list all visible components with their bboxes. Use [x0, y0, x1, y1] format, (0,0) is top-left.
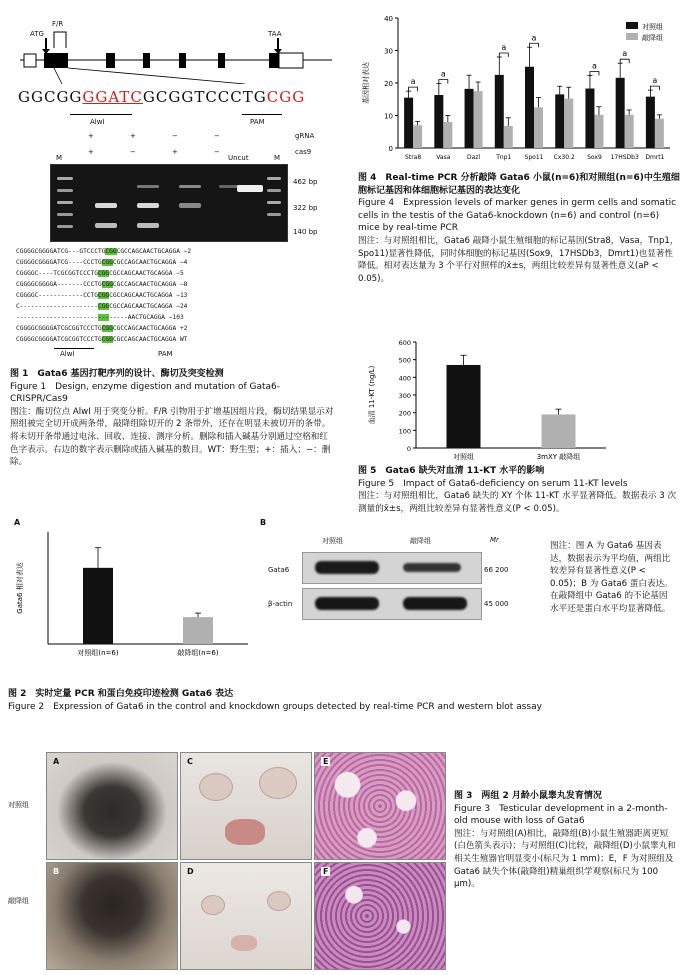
y-tick-label: 100 [398, 427, 411, 436]
alignment-row [16, 336, 187, 343]
gel-grna-sign: − [172, 132, 178, 140]
photo-d-testis-knockdown [180, 862, 312, 970]
photo-f-label: F [323, 867, 329, 876]
alignment-segment: CGCCAGCAACTGCAGGA [109, 292, 173, 299]
alignment-segment: --- [97, 314, 110, 321]
alignment-count: −4 [176, 259, 188, 266]
y-tick-label: 20 [384, 80, 393, 88]
sig-bracket [409, 87, 418, 91]
bar-knockdown [655, 119, 664, 148]
gel-grna-sign: + [88, 132, 94, 140]
photo-b-mouse-knockdown [46, 862, 178, 970]
gel-size-140: 140 bp [293, 228, 318, 236]
fig5-note: 图注：与对照组相比，Gata6 缺失的 XY 个体 11-KT 水平显著降低。数据表示 3 次测量的x̄±s，两组比较差异有显著性意义(P < 0.05)。 [358, 491, 677, 514]
gel-row-cas9-label: cas9 [295, 148, 312, 156]
x-tick-label: 17HSDb3 [610, 154, 639, 161]
y-tick-label: 500 [398, 356, 411, 365]
gel-size-462: 462 bp [293, 178, 318, 186]
fig3-row-control: 对照组 [8, 801, 29, 809]
fig1-title-cn: 图 1 Gata6 基因打靶序列的设计、酶切及突变检测 [10, 369, 224, 379]
x-tick-label: 敲降组(n=6) [177, 649, 219, 657]
zoom-line-right [68, 68, 245, 84]
photo-c-testis-control [180, 752, 312, 860]
legend-label: 敲降组 [642, 34, 663, 42]
target-sequence [18, 88, 305, 106]
sig-label: a [410, 77, 416, 87]
gel-cas9-sign: − [130, 148, 136, 156]
bar-knockdown [625, 115, 634, 148]
seq-underline-left [70, 114, 132, 115]
bar [183, 617, 213, 644]
gel-size-322: 322 bp [293, 204, 318, 212]
exon-3 [143, 53, 150, 68]
gel-cas9-signs [88, 148, 228, 160]
photo-e-histology-control [314, 752, 446, 860]
photo-c-label: C [187, 757, 193, 766]
wb-col-knockdown: 敲降组 [410, 537, 431, 545]
alignment-segment: TCGCGGTCCCTG [53, 270, 98, 277]
y-tick-label: 600 [398, 339, 411, 347]
bar-control [525, 67, 534, 148]
bar [83, 568, 113, 644]
align-alwi-underline [54, 348, 94, 349]
alignment-segment: CGCCAGCAACTGCAGGA [109, 303, 173, 310]
alignment-segment: CGG [101, 259, 113, 266]
x-tick-label: Dmrt1 [645, 154, 665, 161]
seq-alwi-site: GGATC [82, 88, 143, 106]
y-axis-label: 血清 11-KT (ng/L) [368, 365, 376, 425]
wb-mr-66200: 66 200 [484, 566, 509, 574]
x-tick-label: Spo11 [524, 154, 544, 161]
gel-cas9-sign: + [172, 148, 178, 156]
alignment-segment: CGGGGC------------ [16, 292, 84, 299]
alignment-segment: CGGGGC---- [16, 270, 54, 277]
bar [542, 414, 576, 448]
gel-grna-sign: + [130, 132, 136, 140]
fig5-title-en: Figure 5 Impact of Gata6-deficiency on serum 11-KT levels [358, 478, 628, 489]
alignment-segment: CGG [105, 248, 117, 255]
y-tick-label: 200 [398, 409, 411, 418]
alignment-row [16, 248, 191, 255]
bar-knockdown [413, 125, 422, 148]
alignment-row [16, 314, 184, 321]
wb-mr: Mr [490, 536, 499, 544]
alignment-row [16, 325, 187, 332]
x-tick-label: 3mXY 敲降组 [536, 453, 581, 461]
bar-knockdown [474, 91, 483, 148]
zoom-line-left [54, 68, 62, 84]
alignment-segment: CCCTG [83, 281, 102, 288]
wb-row-gata6: Gata6 [268, 566, 290, 574]
y-tick-label: 0 [406, 445, 411, 453]
fig3-caption [454, 790, 678, 891]
exon-5 [218, 53, 225, 68]
exon-1 [44, 53, 68, 68]
fig4-title-en: Figure 4 Expression levels of marker genes in germ cells and somatic cells in the testis of the Gata6-knockdown (n=6) and control (n=6) mice by real-time PCR [358, 198, 677, 234]
gel-lane-uncut: Uncut [228, 154, 249, 162]
fig5-title-cn: 图 5 Gata6 缺失对血清 11-KT 水平的影响 [358, 466, 545, 476]
western-blot [262, 530, 532, 658]
alignment-count: WT [176, 336, 188, 343]
bar-knockdown [594, 115, 603, 148]
fig2-panel-b-label: B [260, 518, 267, 527]
exon-2 [106, 53, 115, 68]
bar-knockdown [564, 99, 573, 148]
bar [447, 365, 481, 448]
y-axis-label: Gata6 相对表达 [16, 562, 24, 614]
seq-prefix: GGCGG [18, 88, 83, 106]
alignment-segment: CGG [97, 292, 110, 299]
sig-label: a [501, 43, 507, 52]
sig-bracket [590, 72, 599, 76]
seq-pam: CGG [266, 88, 306, 106]
seq-pam-label: PAM [250, 118, 265, 126]
fig2-chart [8, 520, 258, 662]
alignment-count: −5 [172, 270, 184, 277]
bar-control [646, 97, 655, 148]
y-tick-label: 400 [398, 374, 411, 383]
alignment-segment: CGGGGCGGGGA------- [16, 281, 84, 288]
legend-swatch [626, 33, 638, 40]
x-tick-label: Cx30.2 [553, 154, 575, 161]
fig3-row-knockdown: 敲降组 [8, 897, 29, 905]
alignment-row [16, 270, 184, 277]
alignment-segment: CCTG [83, 292, 98, 299]
alignment-segment: CGCCAGCAACTGCAGGA [112, 281, 177, 288]
alignment-segment: -----AACTGCAGGA [109, 314, 166, 321]
x-tick-label: Tnp1 [496, 154, 512, 161]
alignment-segment: CGGGGCGGGGATCGCGGTCCCTG [16, 325, 102, 332]
exon-utr-left [24, 54, 36, 67]
alignment-count: −2 [179, 248, 192, 255]
x-tick-label: Vasa [436, 154, 451, 161]
sig-label: a [591, 61, 597, 71]
alignment-row [16, 281, 187, 288]
alignment-segment: CGG [97, 303, 110, 310]
y-tick-label: 10 [384, 112, 393, 121]
fig2-panel-a-label: A [14, 518, 21, 527]
photo-f-histology-knockdown [314, 862, 446, 970]
sig-label: a [531, 33, 537, 43]
gel-cas9-sign: − [214, 148, 220, 156]
photo-d-label: D [187, 867, 194, 876]
alignment-segment: CGGGGCGGGGATCG--- [16, 248, 80, 255]
sig-bracket [530, 43, 539, 47]
wb-blot-gata6 [302, 552, 482, 584]
legend-label: 对照组 [642, 23, 663, 31]
sig-bracket [620, 59, 629, 63]
x-tick-label: Dazl [466, 154, 481, 161]
gel-image [50, 164, 288, 242]
wb-col-control: 对照组 [322, 537, 343, 545]
wb-blot-actin [302, 588, 482, 620]
alignment-segment: CGG [101, 336, 113, 343]
fig4-caption [358, 172, 680, 285]
sig-bracket [650, 86, 659, 90]
x-tick-label: Stra8 [405, 154, 422, 161]
alignment-segment: CGCCAGCAACTGCAGGA [112, 336, 177, 343]
photo-e-label: E [323, 757, 329, 766]
fig1-caption [10, 368, 336, 469]
align-pam-label: PAM [158, 350, 173, 358]
gel-grna-sign: − [214, 132, 220, 140]
sig-label: a [622, 49, 628, 59]
alignment-row [16, 292, 187, 299]
photo-b-label: B [53, 867, 60, 876]
figure-1 [10, 8, 338, 478]
bar-knockdown [504, 126, 513, 148]
fig2-side-note: 图注：图 A 为 Gata6 基因表达，数据表示为平均值，两组比较差异有显著性意义(P < 0.05)；B 为 Gata6 蛋白表达。在敲降组中 Gata6 的不论基因水平还是蛋白水平均显著降低。 [550, 541, 673, 614]
fig3-note: 图注：与对照组(A)相比，敲降组(B)小鼠生殖器距离更短(白色箭头表示)；与对照组(C)比较，敲降组(D)小鼠睾丸和相关生殖器官明显变小(标尺为 1 mm)；E，F 为对照组及 Gata6 缺失个体(敲降组)精巢组织学观察(标尺为 100 μm)。 [454, 828, 676, 890]
bar-control [434, 95, 443, 148]
fig5-caption [358, 465, 680, 515]
x-tick-label: 对照组 [453, 453, 474, 461]
fig3-title-cn: 图 3 两组 2 月龄小鼠睾丸发育情况 [454, 791, 602, 801]
fig4-title-cn: 图 4 Real-time PCR 分析敲降 Gata6 小鼠(n=6)和对照组(n=6)中生殖细胞标记基因和体细胞标记基因的表达变化 [358, 173, 680, 196]
alignment-count: −8 [176, 281, 188, 288]
alignment-segment: CGGGGCGGGGATCG--- [16, 259, 80, 266]
alignment-segment: CGCCAGCAACTGCAGGA [116, 248, 180, 255]
fig5-chart [358, 336, 618, 464]
sig-label: a [440, 69, 446, 79]
sequence-alignment [16, 248, 332, 348]
fr-label: F/R [52, 20, 64, 28]
seq-underline-right [242, 114, 282, 115]
bar-control [585, 89, 594, 148]
fig4-chart [358, 8, 680, 170]
bar-control [465, 89, 474, 148]
bar-control [555, 94, 564, 148]
y-axis-label: 基因相对表达 [362, 62, 370, 104]
fr-bracket [54, 32, 66, 48]
align-alwi-label: AlwI [60, 350, 75, 358]
sig-label: a [652, 76, 658, 86]
bar-knockdown [443, 122, 452, 148]
fig2-caption [8, 688, 678, 713]
alignment-segment: CGCCAGCAACTGCAGGA [109, 270, 173, 277]
atg-label: ATG [30, 30, 44, 38]
sig-bracket [439, 80, 448, 84]
seq-middle: GCGGTCCCTG [142, 88, 267, 106]
bar-control [616, 78, 625, 148]
gel-grna-signs [88, 132, 228, 144]
alignment-segment: GTCCCTG [79, 248, 106, 255]
alignment-count: −103 [165, 314, 184, 321]
wb-mr-45000: 45 000 [484, 600, 509, 608]
y-tick-label: 300 [398, 392, 411, 400]
y-tick-label: 30 [384, 47, 393, 56]
fig2-title-cn: 图 2 实时定量 PCR 和蛋白免疫印迹检测 Gata6 表达 [8, 689, 234, 699]
legend-swatch [626, 22, 638, 29]
alignment-segment: ---------------------- [16, 314, 98, 321]
exon-6 [269, 53, 279, 68]
photo-a-label: A [53, 757, 60, 766]
y-tick-label: 0 [388, 145, 393, 153]
alignment-count: −13 [172, 292, 188, 299]
alignment-segment: CGG [97, 270, 110, 277]
alignment-segment: CGCCAGCAACTGCAGGA [112, 259, 177, 266]
bar-knockdown [534, 107, 543, 148]
y-tick-label: 40 [384, 15, 393, 23]
alignment-count: −24 [172, 303, 188, 310]
alignment-segment: -CCCTG [79, 259, 102, 266]
alignment-segment: CGG [101, 281, 113, 288]
alignment-segment: CGGGGCGGGGATCGCGGTCCCTG [16, 336, 102, 343]
alignment-count: +2 [176, 325, 188, 332]
taa-label: TAA [268, 30, 282, 38]
x-tick-label: 对照组(n=6) [77, 649, 119, 657]
gel-row-grna-label: gRNA [295, 132, 315, 140]
gel-lane-m-left: M [56, 154, 63, 162]
photo-a-mouse-control [46, 752, 178, 860]
gel-cas9-sign: + [88, 148, 94, 156]
sig-bracket [499, 53, 508, 57]
bar-control [404, 98, 413, 148]
exon-4 [179, 53, 186, 68]
fig1-title-en: Figure 1 Design, enzyme digestion and mutation of Gata6-CRISPR/Cas9 [10, 381, 281, 405]
fig2-title-en: Figure 2 Expression of Gata6 in the control and knockdown groups detected by real-time PCR and western blot assay [8, 701, 542, 712]
fig1-note: 图注：酶切位点 AlwI 用于突变分析。F/R 引物用于扩增基因组片段，酶切结果显示对照组被完全切开成两条带，敲降组除切开的 2 条带外，还存在明显未被切开的条带。将未切开条带通过电泳、回收、连接、测序分析。删除和插入碱基分别通过空格和红色字表示。右边的数字表示删除或插入碱基的数目。WT：野生型；+：插入；−：删除。 [10, 406, 334, 468]
fig4-note: 图注：与对照组相比，Gata6 敲降小鼠生殖细胞的标记基因(Stra8，Vasa，Tnp1，Spo11)显著性降低，同时体细胞的标记基因(Sox9，17HSDb3，Dmrt1)也显著性降低。相对表达量为 3 个平行对照样的x̄±s，两组比较差异有显著性意义(aP < 0.05)。 [358, 235, 679, 284]
alignment-row [16, 259, 187, 266]
alignment-segment: CGCCAGCAACTGCAGGA [112, 325, 177, 332]
alignment-segment: C--------------------- [16, 303, 98, 310]
bar-control [495, 75, 504, 148]
seq-alwi-label: AlwI [90, 118, 105, 126]
alignment-row [16, 303, 187, 310]
gel-lane-m-right: M [274, 154, 281, 162]
x-tick-label: Sox9 [587, 154, 602, 161]
wb-row-actin: β-actin [268, 600, 293, 608]
exon-utr-right [279, 53, 303, 68]
fig3-title-en: Figure 3 Testicular development in a 2-month-old mouse with loss of Gata6 [454, 803, 668, 827]
alignment-segment: CGG [101, 325, 113, 332]
